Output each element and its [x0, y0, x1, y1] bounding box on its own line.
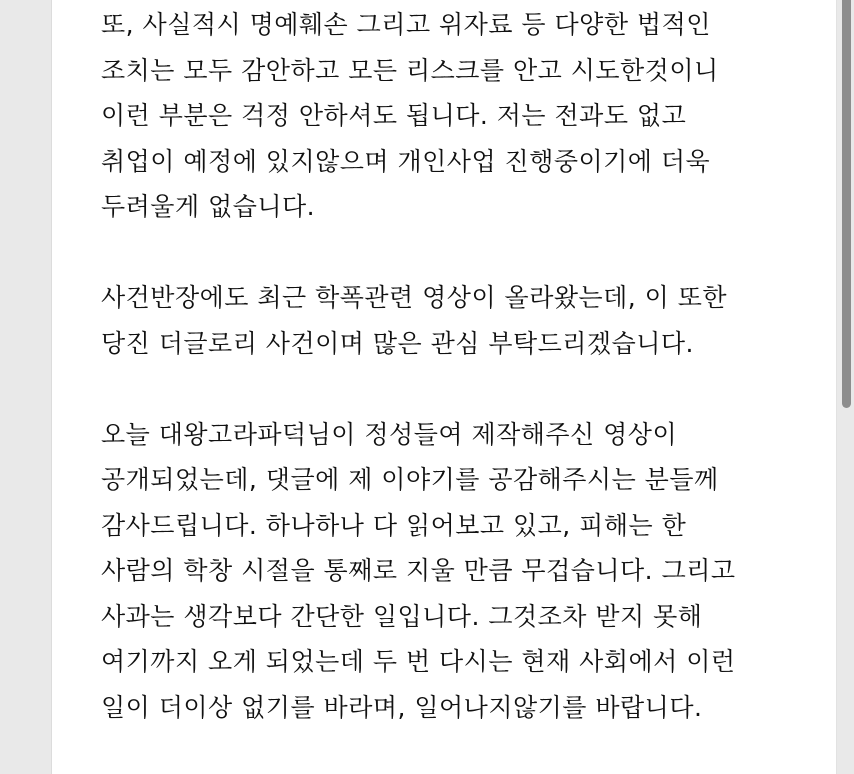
paragraph-2: [101, 275, 801, 366]
text-line: 오늘 대왕고라파덕님이 정성들여 제작해주신 영상이: [101, 419, 678, 449]
post-body: [101, 2, 801, 730]
text-line: 사람의 학창 시절을 통째로 지울 만큼 무겁습니다. 그리고: [101, 556, 736, 585]
post-page: [51, 0, 837, 774]
text-line: 공개되었는데, 댓글에 제 이야기를 공감해주시는 분들께: [101, 465, 719, 494]
text-line: 사건반장에도 최근 학폭관련 영상이 올라왔는데, 이 또한: [101, 283, 728, 312]
paragraph-3: [101, 412, 801, 731]
text-line: 두려울게 없습니다.: [101, 192, 316, 221]
scrollbar-thumb[interactable]: [842, 0, 851, 408]
text-line: 조치는 모두 감안하고 모든 리스크를 안고 시도한것이니: [101, 55, 719, 85]
text-line: 또, 사실적시 명예훼손 그리고 위자료 등 다양한 법적인: [101, 10, 711, 39]
text-line: 당진 더글로리 사건이며 많은 관심 부탁드리겠습니다.: [101, 328, 694, 358]
text-line: 사과는 생각보다 간단한 일입니다. 그것조차 받지 못해: [101, 601, 703, 631]
text-line: 취업이 예정에 있지않으며 개인사업 진행중이기에 더욱: [101, 146, 711, 176]
text-line: 일이 더이상 없기를 바라며, 일어나지않기를 바랍니다.: [101, 692, 703, 722]
text-line: 여기까지 오게 되었는데 두 번 다시는 현재 사회에서 이런: [101, 647, 736, 676]
vertical-scrollbar[interactable]: [837, 0, 854, 774]
paragraph-1: [101, 2, 801, 230]
text-line: 이런 부분은 걱정 안하셔도 됩니다. 저는 전과도 없고: [101, 101, 687, 130]
text-line: 감사드립니다. 하나하나 다 읽어보고 있고, 피해는 한: [101, 510, 687, 540]
